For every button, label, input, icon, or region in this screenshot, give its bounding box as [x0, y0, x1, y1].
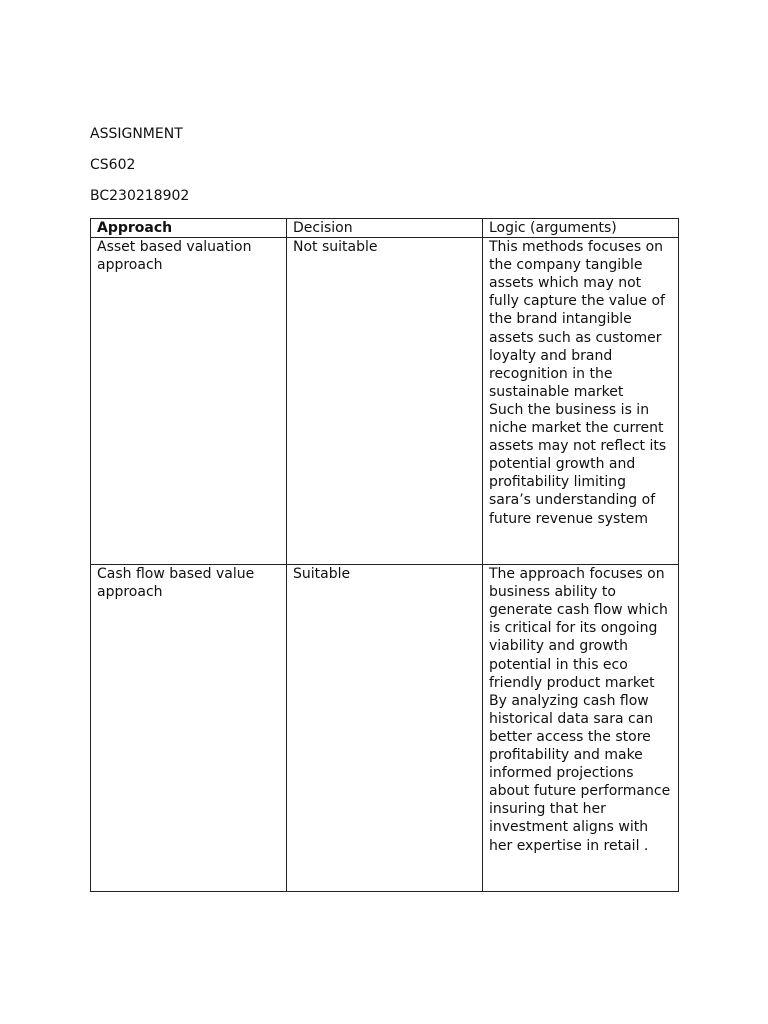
- table-header-row: [91, 219, 679, 238]
- decision-cell: Suitable: [287, 565, 483, 892]
- document-heading: ASSIGNMENT: [90, 126, 183, 142]
- table-row: [91, 238, 679, 565]
- column-header-logic: Logic (arguments): [483, 219, 679, 238]
- course-code: CS602: [90, 157, 136, 173]
- column-header-approach: Approach: [91, 219, 287, 238]
- approach-cell: Asset based valuation approach: [91, 238, 287, 565]
- logic-cell: This methods focuses on the company tangible assets which may not fully capture the value of the brand intangible assets such as customer loyalty and brand recognition in the sustainable market Such the business is in niche market the current assets may not reflect its potential growth and profitability limiting sara’s understanding of future revenue system: [483, 238, 679, 565]
- table-row: [91, 565, 679, 892]
- approach-cell: Cash flow based value approach: [91, 565, 287, 892]
- student-id: BC230218902: [90, 188, 190, 204]
- logic-cell: The approach focuses on business ability to generate cash flow which is critical for its ongoing viability and growth potential in this eco friendly product market By analyzing cash flow historical data sara can better access the store profitability and make informed projections about future performance insuring that her investment aligns with her expertise in retail .: [483, 565, 679, 892]
- valuation-table: [90, 218, 679, 892]
- decision-cell: Not suitable: [287, 238, 483, 565]
- column-header-decision: Decision: [287, 219, 483, 238]
